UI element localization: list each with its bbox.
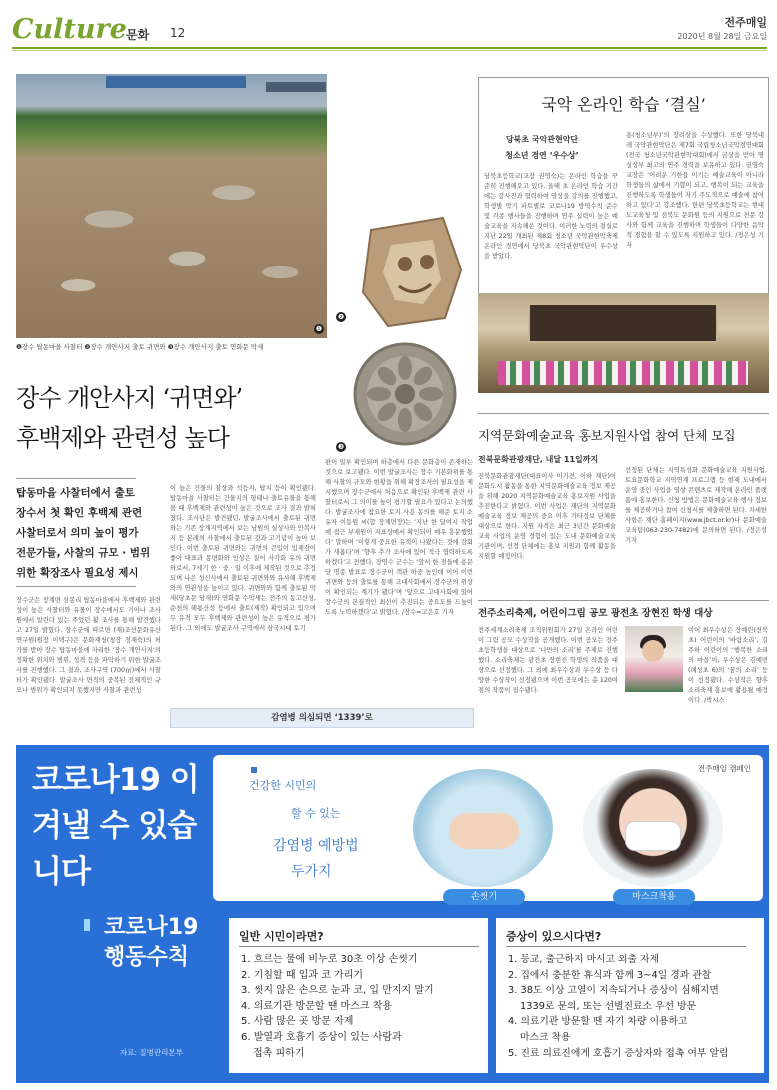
ghost-face-tile-photo — [333, 200, 476, 337]
header-divider-thin — [12, 50, 767, 51]
gugak-subheadline — [484, 132, 600, 164]
mask-illustration — [583, 769, 723, 887]
lotus-roof-tile-photo — [333, 338, 476, 456]
ghost-face-tile-image — [333, 200, 476, 337]
subheadline: 위한 확장조사 필요성 제시 — [16, 567, 139, 579]
headline-line-1: 장수 개안사지 ‘귀면와’ — [16, 384, 243, 412]
building-roof — [106, 76, 246, 88]
covid-rules-heading-text: 코로나19 행동수칙 — [104, 915, 199, 970]
student-portrait-photo — [625, 626, 683, 692]
lotus-tile-image — [333, 338, 476, 456]
article-column-3: 편이 일부 확인되며 하층에서 다른 문화층이 존재하는 것으로 보고됐다. 이번 발굴조사는 장수 기본화위를 통해 사찰의 규모와 현황을 위해 확장조사의 필요성을 제시했으며 장수군에서 처음으로 확인된 후백제 관련 사찰터로서 그 의미를 높이 평가할 필요가 있다고 논의했다. 발굴조사에 참요한 토지 사용 동의를 해준 토지 소유자 이동원 씨(합 장계면장)는 ‘지난 한 달여시 작업에 접근 부재원이 지표상에서 확인되어 매우 흥분했었다’ 말하며 ‘이렇게 중요한 유적이 나왔다는 것에 감회가 새롭다’며 ‘향후 추가 조사에 있어 적극 협력하도록 하겠다’고 전했다. 장영수 군수는 ‘앞서 한 점들에 용문당 명종 발표로 장수군이 객관 하중 높인데 이어 이번 귀면와 등의 출토를 통해 고대사회에서 장수군의 위상이 확인되는 계기가 됐다’며 ‘앞으로 고대사회에 있어 장수군의 본질적인 최선이 추진되는 중요도를 드높이도록 노력하겠다’고 밝혔다. /장수=고은호 기자 — [325, 459, 473, 616]
list-item: 2. 집에서 충분한 휴식과 함께 3~4일 경과 관찰 — [508, 969, 712, 981]
section-divider — [478, 413, 769, 414]
list-item: 5. 사람 많은 곳 방문 자제 — [241, 1016, 354, 1028]
handwashing-illustration — [413, 769, 553, 887]
jiyeok-column-2: 선정된 단체는 지역특성화 문화예술교육 지원사업, 토요문화학교 지역연계 프로그램 등 현재 도내에서 운영 중인 사업을 영상 콘텐츠로 제작해 온라인 플랫폼에 홍보한다. 신청 방법은 문화예술교육 행사 정보를 제공하거나 참여 신청서를 제출하면 된다. 자세한 사항은 재단 홈페이지(www.jbct.or.kr)나 문화예술교육팀(063-230-7482)에 문의하면 된다. /정은성 기자 — [625, 467, 767, 544]
list-item: 2. 기침할 때 입과 코 가리기 — [241, 969, 364, 981]
headline-line-2: 후백제와 관련성 높다 — [16, 424, 229, 452]
gugak-column-1: 당북초등학교(교장 권영숙)는 온라인 학습을 꾸준히 진행해오고 있다. 올해 초 온라인 학습 기간에는 강사진과 협력하여 영상을 강의를 진행했고, 학생별 악기 파트별로 코로나19 방역수칙 준수 및 각종 행사들을 진행하며 연주 실력이 높은 예술교육을 지속해온 것이다. 이러한 노력의 결실로 지난 22일 개최된 제8회 청소년 국악관현악축제 온라인 경연에서 당북초 국악관현악단이 우수상을 받았다. — [484, 173, 618, 260]
subheadline: 탑동마을 사찰터에서 출토 — [16, 487, 135, 499]
photo-number-3: ❸ — [337, 443, 345, 451]
building-roof — [266, 82, 326, 92]
photo-caption: ❶장수 탑동마을 사찰터 ❷장수 개안사지 출토 귀면와 ❸장수 개안사지 출토 연화문 막새 — [16, 343, 264, 351]
header-divider — [12, 47, 767, 49]
gugak-headline: 국악 온라인 학습 ‘결실’ — [541, 95, 706, 114]
subheadline: 전문가들, 사찰의 규모 · 범위 — [16, 547, 151, 559]
rules-title: 증상이 있으시다면? — [506, 930, 602, 943]
prevention-panel — [213, 755, 763, 901]
heading-accent — [84, 919, 90, 931]
sori-column-2: 이어 최우수상은 장예린(전북초) 어린이의 ‘바람소리’, 김주하 어린이의 ‘행복한 소리의 마을’이, 우수상은 김예빈 (해성초 6)의 ‘꿈의 소리’ 등이 선정됐다. 수상작은 향후 소리축제 홍보에 활용될 예정이다. /박시스 — [688, 627, 768, 704]
gugak-orchestra-photo — [478, 293, 769, 393]
rules-list — [241, 952, 487, 1061]
list-item: 1. 흐르는 물에 비누로 30초 이상 손씻기 — [241, 954, 418, 965]
covid-rules-heading — [16, 913, 226, 973]
photo-number-2: ❷ — [337, 313, 345, 321]
tips-line-2: 할 수 있는 — [291, 807, 341, 820]
symptomatic-rules — [496, 918, 764, 1073]
prevention-tips — [233, 767, 408, 897]
square-icon — [251, 767, 257, 773]
main-headline — [16, 378, 326, 458]
list-item: 1. 등교, 출근하지 마시고 외출 자제 — [508, 954, 660, 965]
newspaper-name: 전주매일 — [724, 16, 767, 29]
hotline-notice-box: 감염병 의심되면 ‘1339’로 — [170, 708, 474, 728]
section-divider — [478, 600, 769, 601]
tips-line-3: 감염병 예방법 — [273, 838, 359, 854]
subhead-divider — [16, 478, 136, 479]
list-item: 3. 38도 이상 고열이 지속되거나 증상이 심해지면 — [508, 985, 719, 997]
article-column-2: 이 높은 건물의 잠상과 석등지, 탑지 등이 확인됐다. 탑동마을 사찰터는 건물지의 형태나 출토유물을 통해 볼 때 후백제와 관련성이 높은 것으로 조사 결과 밝혀졌다. 조사단은 발견됐던, 발굴조사에서 출토된 귀면와는 기존 장계지역에서 보는 남원의 실상사와 만복사지 등 본래의 사찰에서 출토된 것과 고기념이 높아 보인다. 이번 출토된 귀면와는 귀면의 큰입이 입체감이 좋아 대표과 몽면화와 인상은 짙어 사각화 유의 귀면와로서, 7세기 한 · 중 · 일 이후에 제작된 것으로 추정되며 나은 성신사에서 출토된 귀면와와 유사해 후백제와의 연관성을 높이고 있다. 귀면와와 함께 출토된 막새(당초문 당새)와 연화문 수막새는 전주의 동고산성, 순천의 해룡산성 등에서 출토(제작) 확인되고 있으며 두 유적 모두 후백제와 관련성이 높은 유적으로 평가된다. 그 외에도 발굴조사 구역에서 삼국시대 토기 — [170, 485, 316, 632]
excavation-site-photo — [16, 74, 327, 338]
campaign-label: 전주매일 캠페인 — [697, 764, 751, 773]
rules-divider — [506, 946, 746, 947]
mask-label: 마스크착용 — [613, 889, 695, 905]
tips-line-4: 두가지 — [291, 864, 332, 880]
subhead-divider — [16, 586, 136, 587]
performers — [498, 361, 748, 385]
list-item: 1339로 문의, 또는 선별진료소 우선 방문 — [520, 1000, 697, 1012]
list-item: 접촉 피하기 — [253, 1047, 305, 1059]
face — [642, 640, 664, 662]
list-item: 6. 발열과 호흡기 증상이 있는 사람과 — [241, 1031, 402, 1043]
rules-divider — [239, 946, 479, 947]
sori-headline: 전주소리축제, 어린이그림 공모 광전초 장현진 학생 대상 — [478, 608, 713, 619]
subheadline-block — [16, 483, 156, 583]
list-item: 마스크 착용 — [520, 1031, 571, 1043]
list-item: 5. 진료 의료진에게 호흡기 증상자와 접촉 여부 알림 — [508, 1047, 729, 1059]
jiyeok-subheadline: 전북문화관광재단, 내달 11일까지 — [478, 455, 599, 464]
stage-backdrop — [528, 303, 718, 343]
sori-column-1: 전주세계소리축제 조직위원회가 27일 온라인 어린이 그림 공모 수상작을 공개했다. 이번 공모는 전주 초등학생을 대상으로 ‘나만의 소리’를 주제로 진행했다. 소리축제는 광전초 장현진 학생의 작품을 대상으로 선정했다. 그 외에 최우수상과 우수상 등 다양한 수상작이 선정됐으며 이번 공모에는 총 120여 점의 작품이 접수됐다. — [478, 627, 618, 694]
rules-list — [508, 952, 754, 1061]
gugak-column-2: 용(청소년부)’의 장려상을 수상했다. 또한 당북내레 국악관현악단은 제7회 국립청소년국악경연대회(전국 청소년국악관현악대회)에서 금상을 받아 명실상부 최고의 연주 경력을 보유하고 있다. 권영숙 교장은 ‘어려운 기한을 이기는 예술교육이 아니라 학생들의 삶에서 기쁨이 되고, 행복이 되는 교육을 진행하도록 학생들이 자기 주도적으로 예술에 참여하고 있다’고 강조했다. 한편 당북초등학교는 현대 도교육청 및 전북도 문화원 등의 지원으로 전문 강사와 함께 교육을 진행하며 학생들이 다양한 음악적 경험을 할 수 있도록 지원하고 있다. /정은성 기자 — [626, 132, 764, 249]
list-item: 4. 의료기관 방문할 땐 마스크 착용 — [241, 1000, 393, 1012]
general-public-rules — [229, 918, 488, 1073]
issue-date: 2020년 8월 28일 금요일 — [677, 32, 767, 41]
section-title-en: Culture — [12, 14, 127, 45]
source-note: 자료: 질병관리본부 — [120, 1048, 183, 1057]
subheadline: 사찰터로서 의미 높이 평가 — [16, 527, 139, 539]
section-title-ko: 문화 — [126, 28, 150, 42]
hands — [449, 813, 519, 849]
page-number: 12 — [170, 26, 186, 40]
page-header — [12, 14, 767, 48]
handwashing-label: 손씻기 — [443, 889, 525, 905]
subheadline: 장수서 첫 확인 후백제 관련 — [16, 507, 143, 519]
face-mask — [625, 821, 681, 851]
photo-number-1: ❶ — [315, 325, 323, 333]
gugak-sub-line-2: 청소년 경연 ‘우수상’ — [505, 151, 579, 160]
article-column-1: 장수군은 장계면 삼봉리 탑동마을에서 후백제와 관련성이 높은 사찰터와 유물이 장수에서도 기아나 조사원에서 알린다 있는 주었던 활 조사를 통해 발견했다고 27일 밝혔다. 장수군에 따르면 (재)조선문화유산연구원(원장 이택구)은 문화재청(청장 정재숙)의 허가를 받아 장수 탑동마을에 자리한 ‘장수 개안사지’의 정확한 위치와 범위, 성격 등을 파악하기 위한 발굴조사를 진행했다. 그 결과, 조사구역 (700㎡)에서 사찰터가 확인됐다. 발굴조사 면적의 중복된 전체적인 규모나 범위가 확인되지 못했지만 사찰과 관련성 — [16, 597, 161, 694]
covid-headline: 코로나19 이겨낼 수 있습니다 — [32, 762, 199, 890]
list-item: 3. 씻지 않은 손으로 눈과 코, 입 만지지 말기 — [241, 985, 434, 997]
jiyeok-column-1: 전북문화관광재단(대표이사 이기전, 이하 재단)이 문화도시 활동을 통한 지역문화예술교육 정보 제공을 위해 2020 지역문화예술교육 홍보지원 사업을 추진한다고 밝혔다. 이번 사업은 재단의 지역문화예술교육 정보 제공의 중요 이후 기타정보 단체를 대상으로 한다. 지원 자격은 최근 3년간 문화예술교육 사업의 운영 경험이 있는 도내 문화예술교육 기관이며, 선정 단체에는 홍보 지원과 함께 활동을 지원할 예정이다. — [478, 473, 616, 560]
gugak-sub-line-1: 당북초 국악관현악단 — [505, 135, 579, 144]
rules-title: 일반 시민이라면? — [239, 930, 324, 943]
jiyeok-headline: 지역문화예술교육 홍보지원사업 참여 단체 모집 — [478, 428, 736, 443]
tips-line-1: 건강한 시민의 — [249, 779, 317, 792]
list-item: 4. 의료기관 방문할 땐 자기 차량 이용하고 — [508, 1016, 688, 1028]
covid-campaign-banner — [16, 745, 769, 1083]
